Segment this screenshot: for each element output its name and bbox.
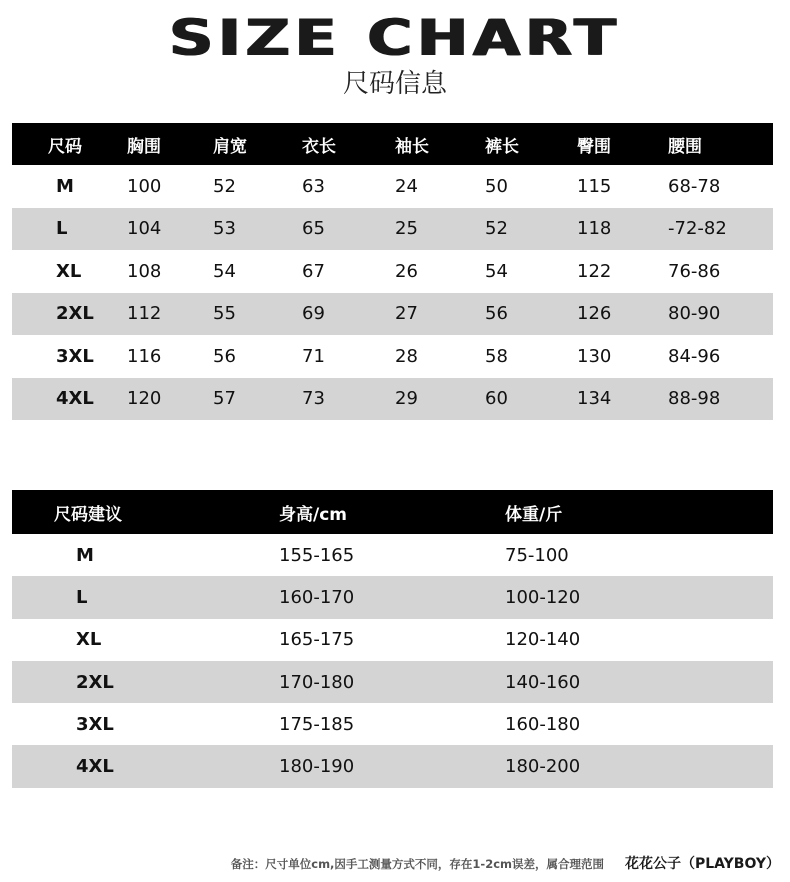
col-header-chest: 胸围 bbox=[127, 136, 161, 157]
rec-table-header-row bbox=[12, 490, 773, 534]
col-header-pants-length: 裤长 bbox=[485, 136, 519, 157]
weight-cell: 140-160 bbox=[505, 671, 581, 693]
measurement-cell: 53 bbox=[213, 218, 236, 240]
height-cell: 175-185 bbox=[279, 713, 355, 735]
measurement-cell: 104 bbox=[127, 218, 162, 240]
size-cell: 3XL bbox=[56, 345, 94, 367]
size-cell: M bbox=[76, 544, 94, 566]
measurement-cell: 68-78 bbox=[668, 175, 721, 197]
col-header-size-advice: 尺码建议 bbox=[54, 504, 122, 525]
measurement-cell: 116 bbox=[127, 345, 162, 367]
col-header-waist: 腰围 bbox=[668, 136, 702, 157]
table-row bbox=[12, 703, 773, 745]
measurement-cell: 69 bbox=[302, 303, 325, 325]
table-row bbox=[12, 576, 773, 618]
size-table-header-row bbox=[12, 123, 773, 165]
measurement-cell: 60 bbox=[485, 388, 508, 410]
table-row bbox=[12, 619, 773, 661]
table-row bbox=[12, 208, 773, 251]
page-subtitle: 尺码信息 bbox=[342, 69, 447, 99]
table-row bbox=[12, 335, 773, 378]
weight-cell: 180-200 bbox=[505, 756, 581, 778]
table-row bbox=[12, 250, 773, 293]
measurement-cell: 76-86 bbox=[668, 260, 721, 282]
height-cell: 180-190 bbox=[279, 756, 355, 778]
measurement-cell: 118 bbox=[577, 218, 612, 240]
measurement-cell: 50 bbox=[485, 175, 508, 197]
measurement-cell: 56 bbox=[213, 345, 236, 367]
height-cell: 155-165 bbox=[279, 544, 355, 566]
weight-cell: 75-100 bbox=[505, 544, 569, 566]
measurement-cell: 54 bbox=[213, 260, 236, 282]
measurement-cell: 65 bbox=[302, 218, 325, 240]
col-header-sleeve: 袖长 bbox=[395, 136, 429, 157]
table-row bbox=[12, 293, 773, 336]
measurement-cell: 84-96 bbox=[668, 345, 721, 367]
size-cell: XL bbox=[76, 629, 102, 651]
measurement-cell: 55 bbox=[213, 303, 236, 325]
col-header-height: 身高/cm bbox=[279, 504, 347, 525]
page-title: SIZE CHART bbox=[169, 9, 621, 67]
table-row bbox=[12, 661, 773, 703]
height-cell: 160-170 bbox=[279, 586, 355, 608]
size-info-table bbox=[12, 123, 773, 420]
measurement-cell: 115 bbox=[577, 175, 612, 197]
size-cell: 2XL bbox=[56, 303, 94, 325]
measurement-cell: 73 bbox=[302, 388, 325, 410]
measurement-cell: 52 bbox=[485, 218, 508, 240]
measurement-cell: 130 bbox=[577, 345, 612, 367]
col-header-weight: 体重/斤 bbox=[505, 504, 563, 525]
brand-name: 花花公子（PLAYBOY） bbox=[624, 856, 780, 872]
table-row bbox=[12, 745, 773, 787]
size-cell: 3XL bbox=[76, 713, 114, 735]
measurement-cell: 56 bbox=[485, 303, 508, 325]
table-row bbox=[12, 165, 773, 208]
measurement-cell: 71 bbox=[302, 345, 325, 367]
col-header-size: 尺码 bbox=[48, 136, 82, 157]
col-header-length: 衣长 bbox=[302, 136, 336, 157]
measurement-cell: -72-82 bbox=[668, 218, 727, 240]
height-cell: 170-180 bbox=[279, 671, 355, 693]
measurement-cell: 134 bbox=[577, 388, 612, 410]
size-cell: 4XL bbox=[76, 756, 114, 778]
measurement-cell: 122 bbox=[577, 260, 612, 282]
measurement-cell: 120 bbox=[127, 388, 162, 410]
measurement-cell: 28 bbox=[395, 345, 418, 367]
measurement-cell: 67 bbox=[302, 260, 325, 282]
measurement-cell: 26 bbox=[395, 260, 418, 282]
measurement-cell: 25 bbox=[395, 218, 418, 240]
size-cell: L bbox=[76, 586, 88, 608]
weight-cell: 120-140 bbox=[505, 629, 581, 651]
size-recommendation-table bbox=[12, 490, 773, 788]
table-row bbox=[12, 378, 773, 421]
weight-cell: 160-180 bbox=[505, 713, 581, 735]
measurement-cell: 29 bbox=[395, 388, 418, 410]
measurement-cell: 57 bbox=[213, 388, 236, 410]
size-cell: 2XL bbox=[76, 671, 114, 693]
footer-note: 备注：尺寸单位cm,因手工测量方式不同，存在1-2cm误差，属合理范围 bbox=[230, 857, 604, 871]
measurement-cell: 126 bbox=[577, 303, 612, 325]
measurement-cell: 58 bbox=[485, 345, 508, 367]
height-cell: 165-175 bbox=[279, 629, 355, 651]
weight-cell: 100-120 bbox=[505, 586, 581, 608]
measurement-cell: 27 bbox=[395, 303, 418, 325]
measurement-cell: 63 bbox=[302, 175, 325, 197]
size-cell: L bbox=[56, 218, 68, 240]
col-header-shoulder: 肩宽 bbox=[213, 136, 247, 157]
table-row bbox=[12, 534, 773, 576]
measurement-cell: 108 bbox=[127, 260, 162, 282]
measurement-cell: 54 bbox=[485, 260, 508, 282]
measurement-cell: 112 bbox=[127, 303, 162, 325]
size-cell: XL bbox=[56, 260, 82, 282]
measurement-cell: 100 bbox=[127, 175, 162, 197]
measurement-cell: 80-90 bbox=[668, 303, 721, 325]
measurement-cell: 88-98 bbox=[668, 388, 721, 410]
size-cell: M bbox=[56, 175, 74, 197]
col-header-hip: 臀围 bbox=[577, 136, 611, 157]
size-cell: 4XL bbox=[56, 388, 94, 410]
measurement-cell: 24 bbox=[395, 175, 418, 197]
measurement-cell: 52 bbox=[213, 175, 236, 197]
